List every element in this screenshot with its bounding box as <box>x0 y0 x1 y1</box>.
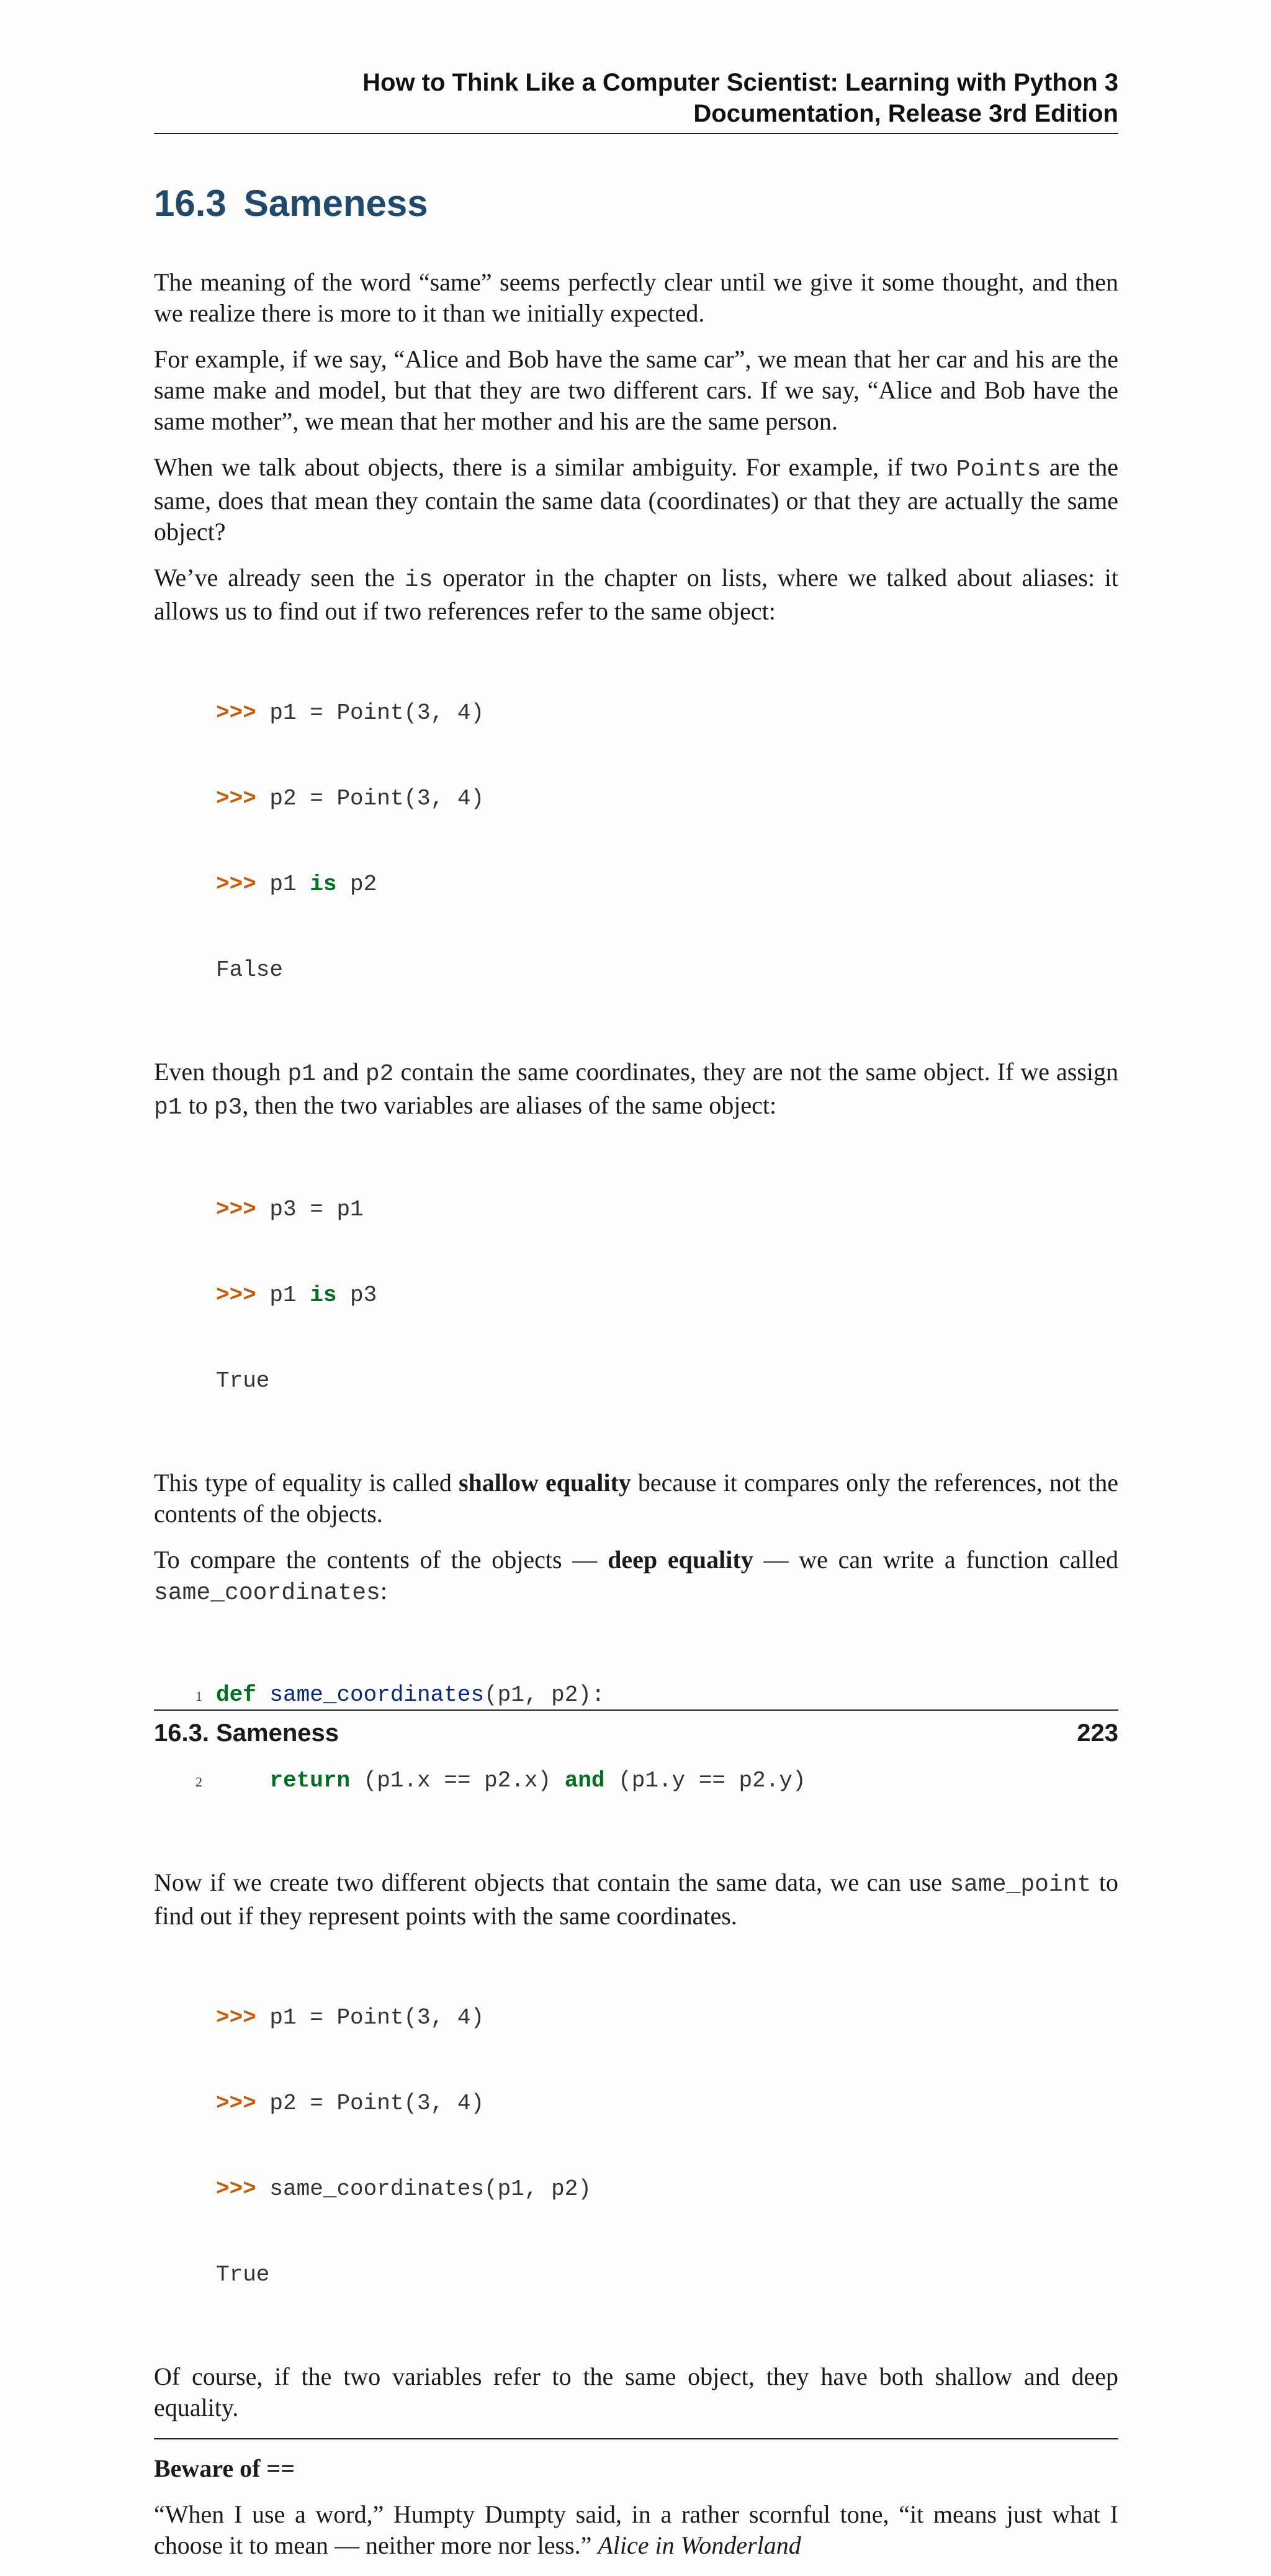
code-line: >>> p1 = Point(3, 4) <box>216 2005 485 2030</box>
body-text <box>154 267 1118 2576</box>
note-divider <box>154 2438 1118 2439</box>
paragraph: Now if we create two different objects that contain the same data, we can use same_point to find out if they represent points with the same coordinates. <box>154 1868 1118 1930</box>
code-line: >>> p1 is p3 <box>216 1282 377 1308</box>
paragraph: When we talk about objects, there is a similar ambiguity. For example, if two Points are the same, does that mean they contain the same data (coordinates) or that they are actually the same object? <box>154 453 1118 546</box>
line-number: 2 <box>195 1774 202 1790</box>
note-title: Beware of == <box>154 2454 295 2482</box>
code-line: >>> p2 = Point(3, 4) <box>216 2091 485 2116</box>
section-title <box>154 181 428 226</box>
code-output: True <box>216 1368 270 1394</box>
section-title-text: Sameness <box>243 182 428 224</box>
code-line: 1 def same_coordinates(p1, p2): <box>216 1681 1118 1709</box>
code-line: 2 return (p1.x == p2.x) and (p1.y == p2.y) <box>216 1767 1118 1795</box>
header-line-2: Documentation, Release 3rd Edition <box>693 100 1118 127</box>
paragraph: To compare the contents of the objects — deep equality — we can write a function called same_coordinates: <box>154 1546 1118 1606</box>
code-line: >>> p2 = Point(3, 4) <box>216 786 485 811</box>
paragraph: Even though p1 and p2 contain the same coordinates, they are not the same object. If we assign p1 to p3, then the two variables are aliases of the same object: <box>154 1058 1118 1121</box>
footer-section: 16.3. Sameness <box>154 1719 339 1747</box>
code-output: False <box>216 957 284 983</box>
code-line: >>> p1 is p2 <box>216 871 377 897</box>
inline-code: is <box>404 567 433 593</box>
code-output: True <box>216 2262 270 2287</box>
quote-source: Alice in Wonderland <box>598 2531 801 2559</box>
paragraph: For example, if we say, “Alice and Bob have the same car”, we mean that her car and his are the same make and model, but that they are two different cars. If we say, “Alice and Bob have the same mother”, we mean that her mother and his are the same person. <box>154 345 1118 435</box>
paragraph: Of course, if the two variables refer to the same object, they have both shallow and deep equality. <box>154 2362 1118 2421</box>
header-line-1: How to Think Like a Computer Scientist: Learning with Python 3 <box>362 69 1118 96</box>
code-block <box>154 1947 1118 2346</box>
term-shallow-equality: shallow equality <box>458 1469 631 1497</box>
header-rule <box>154 133 1118 134</box>
section-number: 16.3 <box>154 182 227 224</box>
code-block <box>154 642 1118 1042</box>
code-line: >>> p1 = Point(3, 4) <box>216 700 485 726</box>
running-header <box>362 67 1118 129</box>
quote: “When I use a word,” Humpty Dumpty said, in a rather scornful tone, “it means just what I choose it to mean — neither more nor less.” Alice in Wonderland <box>154 2500 1118 2559</box>
footer-rule <box>154 1709 1118 1711</box>
paragraph: We’ve already seen the is operator in the chapter on lists, where we talked about aliases: it allows us to find out if two references refer to the same object: <box>154 564 1119 625</box>
inline-code: Points <box>956 456 1041 483</box>
term-deep-equality: deep equality <box>608 1546 753 1574</box>
line-number: 1 <box>195 1688 202 1704</box>
paragraph: This type of equality is called shallow equality because it compares only the references, not the contents of the objects. <box>154 1469 1118 1528</box>
page-number: 223 <box>1077 1719 1118 1747</box>
code-line: >>> same_coordinates(p1, p2) <box>216 2176 591 2202</box>
code-block <box>154 1138 1118 1452</box>
code-line: >>> p3 = p1 <box>216 1197 364 1222</box>
paragraph: The meaning of the word “same” seems perfectly clear until we give it some thought, and then we realize there is more to it than we initially expected. <box>154 268 1118 327</box>
